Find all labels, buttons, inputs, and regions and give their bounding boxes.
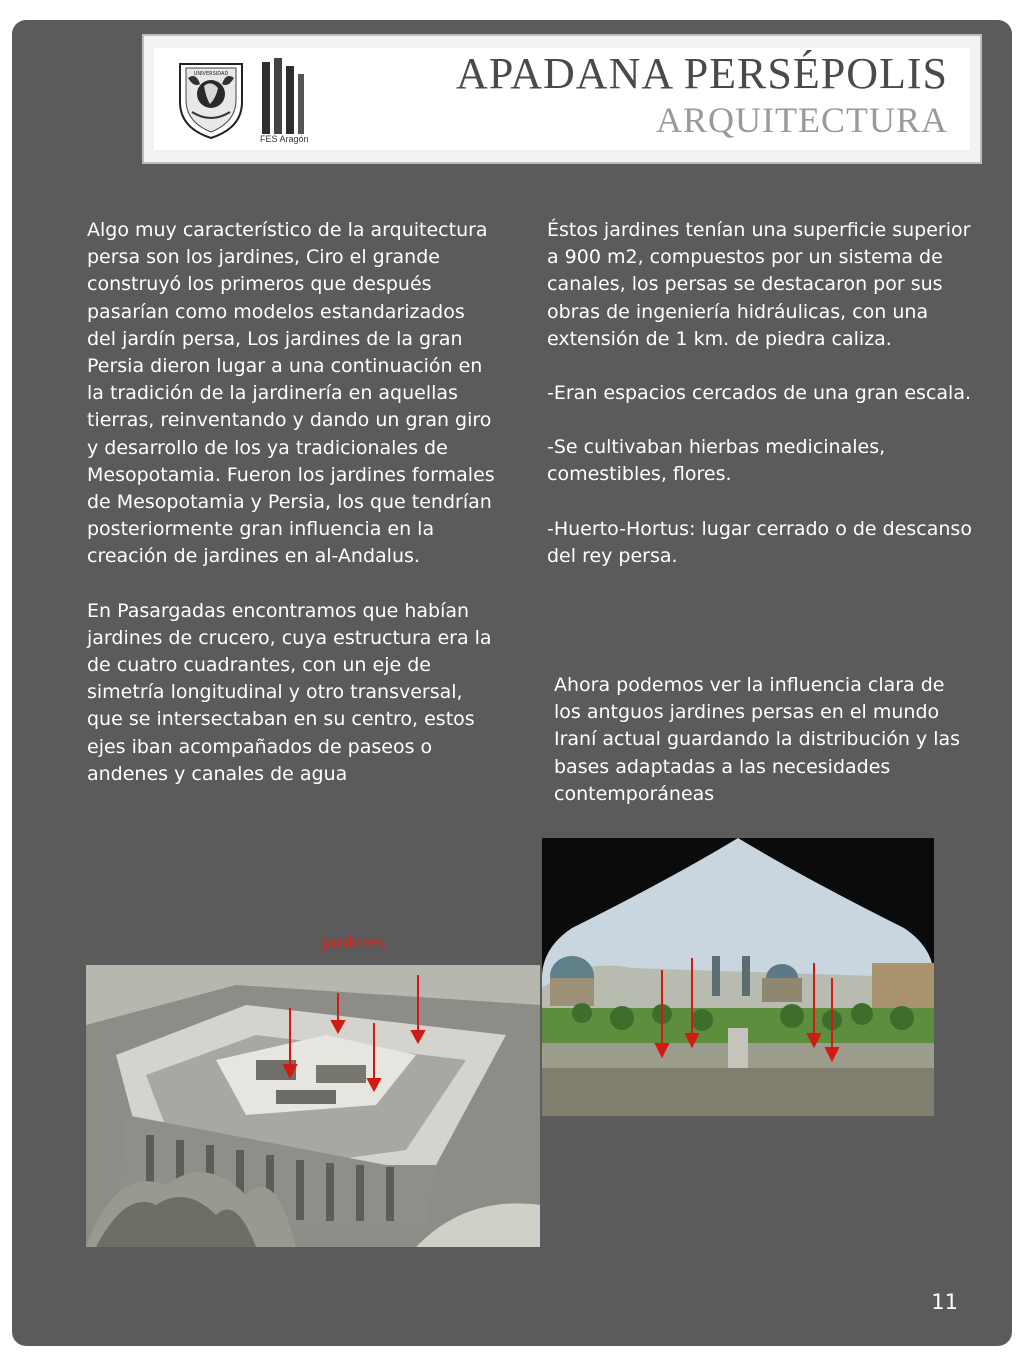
right-paragraph-3: -Se cultivaban hierbas medicinales, comestibles, flores. — [547, 436, 886, 486]
header-inner — [154, 48, 970, 150]
unam-crest-icon — [174, 58, 248, 140]
svg-text:UNIVERSIDAD: UNIVERSIDAD — [193, 71, 229, 77]
page-subtitle: ARQUITECTURA — [656, 100, 948, 140]
right-text-column — [547, 217, 977, 570]
left-paragraph-2: En Pasargadas encontramos que habían jardines de crucero, cuya estructura era la de cuatro cuadrantes, con un eje de simetría longitudinal y otro transversal, que se intersectaban en su centro, estos ejes iban acompañados de paseos o andenes y canales de agua — [87, 599, 492, 785]
right-paragraph-4: -Huerto-Hortus: lugar cerrado o de descanso del rey persa. — [547, 517, 972, 567]
pasargadae-model-photo — [86, 965, 540, 1247]
right-paragraph-2: -Eran espacios cercados de una gran escala. — [547, 382, 972, 405]
fes-logo-label: FES Aragón — [260, 134, 309, 144]
page-number: 11 — [931, 1290, 958, 1314]
left-text-column — [87, 217, 497, 788]
isfahan-square-photo — [542, 838, 934, 1116]
left-figure-label: jardines — [322, 933, 386, 952]
isfahan-square-illustration — [542, 838, 934, 1116]
pasargadae-model-illustration — [86, 965, 540, 1247]
header-banner — [142, 34, 982, 164]
page-title: APADANA PERSÉPOLIS — [456, 49, 948, 98]
right-paragraph-5: Ahora podemos ver la influencia clara de los antguos jardines persas en el mundo Iraní actual guardando la distribución y las bases adaptadas a las necesidades contemporáneas — [554, 674, 961, 805]
left-paragraph-1: Algo muy característico de la arquitectura persa son los jardines, Ciro el grande construyó los primeros que después pasarían como modelos estandarizados del jardín persa, Los jardines de la gran Persia dieron lugar a una continuación en la tradición de la jardinería en aquellas tierras, reinventando y dando un gran giro y desarrollo de los ya tradicionales de Mesopotamia. Fueron los jardines formales de Mesopotamia y Persia, los que tendrían posteriormente gran influencia en la creación de jardines en al-Andalus. — [87, 219, 495, 568]
right-paragraph-1: Éstos jardines tenían una superficie superior a 900 m2, compuestos por un sistema de canales, los persas se destacaron por sus obras de ingeniería hidráulicas, con una extensión de 1 km. de piedra caliza. — [547, 219, 971, 350]
right-text-lower — [554, 672, 974, 808]
